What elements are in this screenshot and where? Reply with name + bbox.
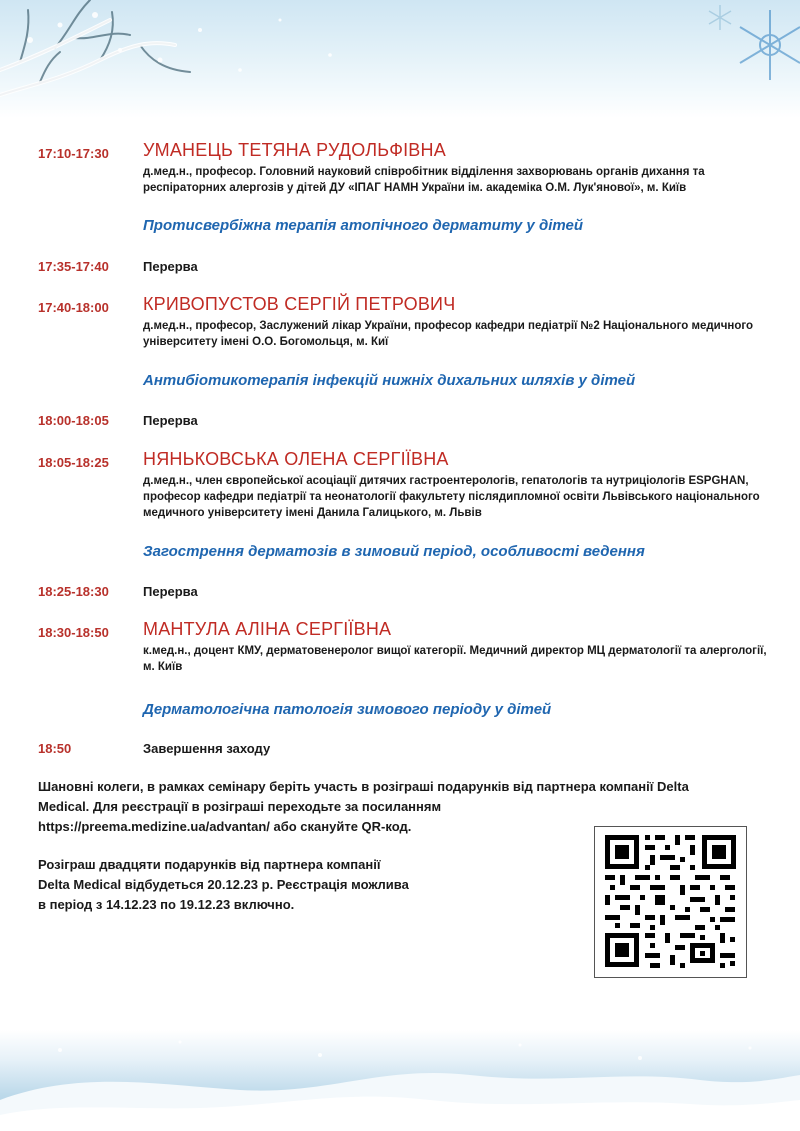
info-line: Шановні колеги, в рамках семінару беріть участь в розіграші подарунків від партнера компанії Delta <box>38 779 689 794</box>
speaker-description: д.мед.н., професор. Головний науковий співробітник відділення захворювань органів дихання та респіраторних алергозів у дітей ДУ «ІПАГ НАМН України ім. академіка О.М. Лук'янової», м. Київ <box>143 166 705 194</box>
info-line: Розіграш двадцяти подарунків від партнера компанії <box>38 857 381 872</box>
speaker-description: д.мед.н., професор, Заслужений лікар України, професор кафедри педіатрії №2 Національного медичного університету імені О.О. Богомольця, м. Киї <box>143 320 754 348</box>
session-time: 18:50 <box>38 741 72 756</box>
session-time: 18:30-18:50 <box>38 625 109 640</box>
session-time: 18:25-18:30 <box>38 584 109 599</box>
bottom-snow-banner <box>0 1030 800 1131</box>
speaker-name: НЯНЬКОВСЬКА ОЛЕНА СЕРГІЇВНА <box>143 449 449 469</box>
info-line: Medical. Для реєстрації в розіграші переходьте за посиланням <box>38 799 442 814</box>
raffle-dates <box>38 855 558 915</box>
info-line: Delta Medical відбудеться 20.12.23 р. Реєстрація можлива <box>38 877 409 892</box>
qr-code[interactable] <box>594 826 747 978</box>
registration-link[interactable]: https://preema.medizine.ua/advantan/ або скануйте QR-код. <box>38 819 412 834</box>
talk-title: Антибіотикотерапія інфекцій нижніх дихальних шляхів у дітей <box>143 372 636 389</box>
speaker-name: КРИВОПУСТОВ СЕРГІЙ ПЕТРОВИЧ <box>143 294 456 314</box>
speaker-name: МАНТУЛА АЛІНА СЕРГІЇВНА <box>143 619 392 639</box>
break-label: Перерва <box>143 584 198 599</box>
talk-title: Дерматологічна патологія зимового періоду у дітей <box>143 701 552 718</box>
session-time: 17:35-17:40 <box>38 259 109 274</box>
speaker-name: УМАНЕЦЬ ТЕТЯНА РУДОЛЬФІВНА <box>143 140 446 160</box>
qr-code-image <box>595 827 746 977</box>
session-time: 17:40-18:00 <box>38 300 109 315</box>
break-label: Перерва <box>143 259 198 274</box>
talk-title: Загострення дерматозів в зимовий період, особливості ведення <box>143 543 645 560</box>
session-time: 18:05-18:25 <box>38 455 109 470</box>
snowflake-icon <box>740 10 800 80</box>
talk-title: Протисвербіжна терапія атопічного дерматиту у дітей <box>143 217 584 234</box>
session-time: 18:00-18:05 <box>38 413 109 428</box>
speaker-description: к.мед.н., доцент КМУ, дерматовенеролог вищої категорії. Медичний директор МЦ дерматології та алергології, м. Київ <box>143 645 767 673</box>
frosted-branches-illustration <box>0 0 800 118</box>
session-time: 17:10-17:30 <box>38 146 109 161</box>
end-label: Завершення заходу <box>143 741 271 756</box>
speaker-description: д.мед.н., член європейської асоціації дитячих гастроентерологів, гепатологів та нутриціологів ESPGHAN, професор кафедри педіатрії та неонатології факультету післядипломної освіти Львівського національного медичного університету імені Данила Галицького, м. Львів <box>143 475 760 519</box>
top-winter-banner <box>0 0 800 118</box>
break-label: Перерва <box>143 413 198 428</box>
snow-drifts-illustration <box>0 1030 800 1131</box>
info-line: в період з 14.12.23 по 19.12.23 включно. <box>38 897 295 912</box>
